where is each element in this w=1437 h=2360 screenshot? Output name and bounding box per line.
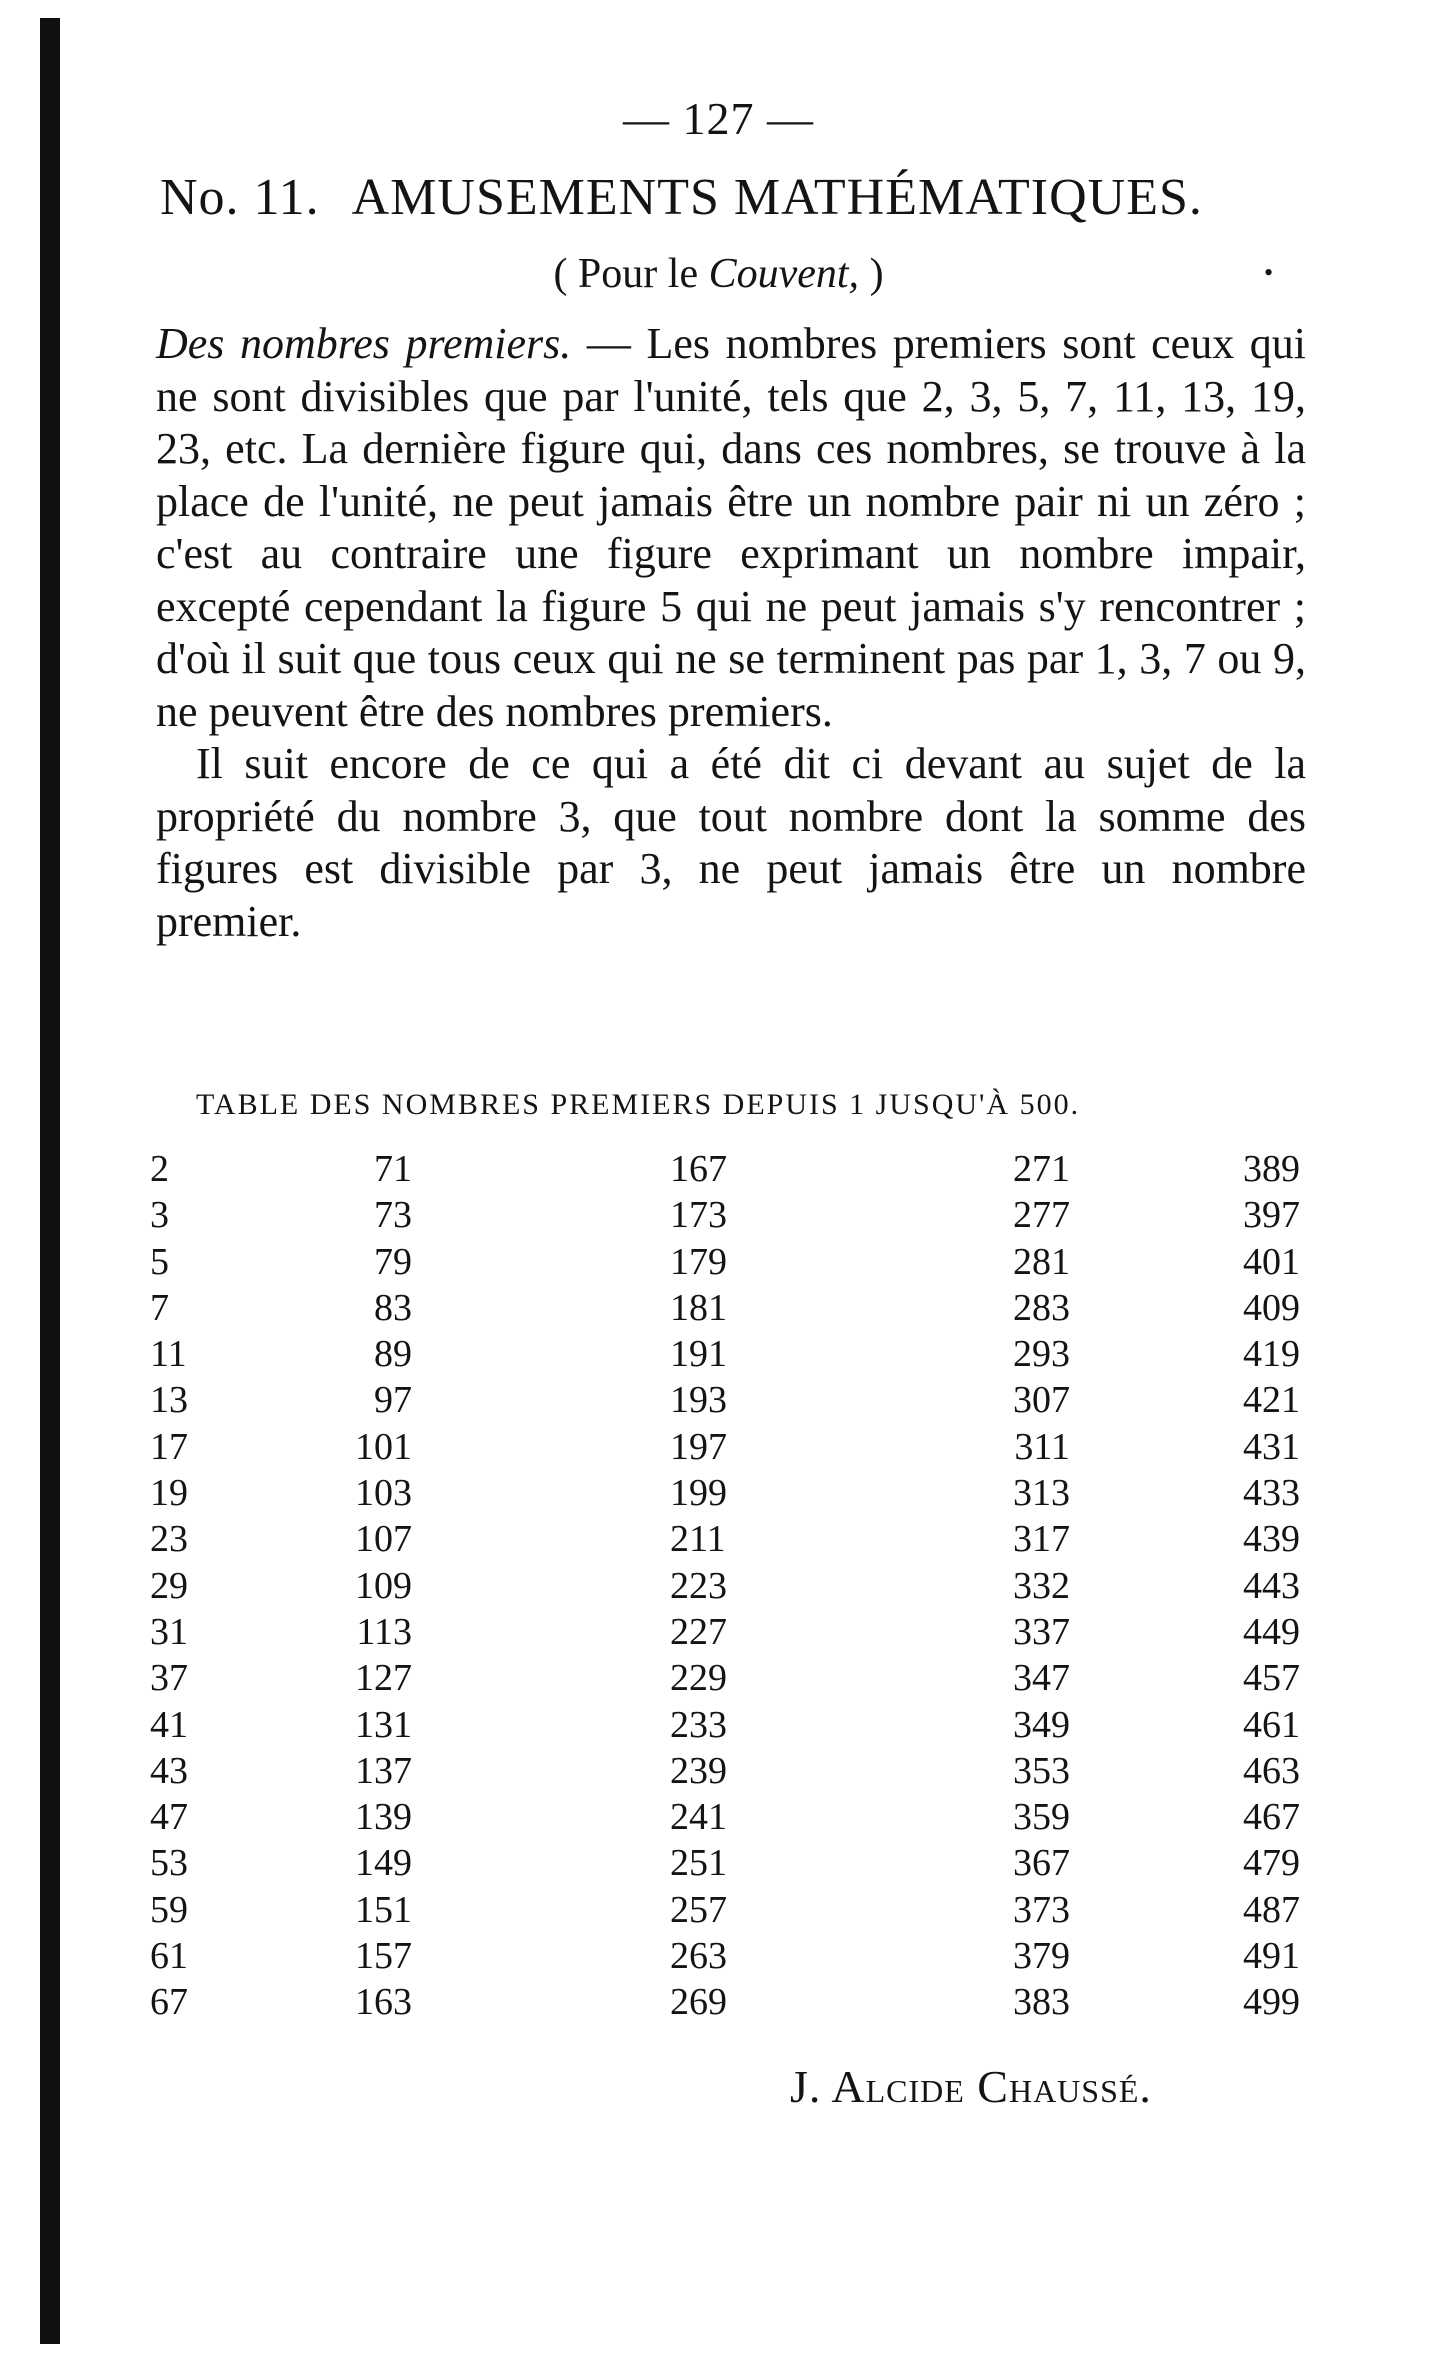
- paragraph-2: Il suit encore de ce qui a été dit ci devant au sujet de la propriété du nombre 3, que tout nombre dont la somme des figures est divisible par 3, ne peut jamais être un nombre premier.: [156, 739, 1306, 946]
- paragraph-1-title: Des nombres premiers.: [156, 319, 572, 368]
- prime-number-cell: 167: [670, 1148, 727, 1190]
- primes-column: [950, 1146, 1070, 2026]
- primes-column: [670, 1146, 790, 2026]
- prime-number-cell: 139: [355, 1796, 412, 1839]
- prime-number-cell: 281: [1013, 1240, 1070, 1283]
- prime-number-cell: 79: [374, 1240, 412, 1283]
- prime-number-cell: 397: [1243, 1194, 1300, 1237]
- prime-number-cell: 359: [1013, 1796, 1070, 1839]
- prime-number-cell: 223: [670, 1564, 727, 1607]
- prime-number-cell: 337: [1013, 1610, 1070, 1653]
- prime-number-cell: 241: [670, 1796, 727, 1839]
- heading-number: No. 11.: [160, 169, 320, 226]
- prime-number-cell: 11: [150, 1333, 187, 1376]
- prime-number-cell: 127: [355, 1657, 412, 1700]
- prime-number-cell: 419: [1243, 1333, 1300, 1376]
- prime-number-cell: 317: [1013, 1518, 1070, 1561]
- prime-number-cell: 373: [1013, 1888, 1070, 1931]
- prime-number-cell: 409: [1243, 1286, 1300, 1329]
- prime-number-cell: 43: [150, 1749, 188, 1792]
- prime-number-cell: 163: [355, 1981, 412, 2024]
- prime-number-cell: 97: [374, 1379, 412, 1422]
- prime-number-cell: 191: [670, 1333, 727, 1376]
- subheading-close: ): [869, 251, 884, 297]
- prime-number-cell: 499: [1243, 1981, 1300, 2024]
- prime-number-cell: 467: [1243, 1796, 1300, 1839]
- prime-number-cell: 181: [670, 1286, 727, 1329]
- prime-number-cell: 443: [1243, 1564, 1300, 1607]
- prime-number-cell: 353: [1013, 1749, 1070, 1792]
- prime-number-cell: 229: [670, 1657, 727, 1700]
- prime-number-cell: 17: [150, 1425, 188, 1468]
- prime-number-cell: 379: [1013, 1935, 1070, 1978]
- prime-number-cell: 433: [1243, 1472, 1300, 1515]
- prime-number-cell: 61: [150, 1935, 188, 1978]
- prime-number-cell: 307: [1013, 1379, 1070, 1422]
- prime-number-cell: 59: [150, 1888, 188, 1931]
- page-binding-edge: [40, 18, 60, 2344]
- prime-number-cell: 367: [1013, 1842, 1070, 1885]
- prime-number-cell: 89: [374, 1333, 412, 1376]
- subheading-italic: Couvent,: [708, 251, 860, 297]
- table-title: TABLE DES NOMBRES PREMIERS DEPUIS 1 JUSQU'À 500.: [196, 1088, 1081, 1121]
- page-number: — 127 —: [623, 93, 814, 144]
- prime-number-cell: 157: [355, 1935, 412, 1978]
- prime-number-cell: 67: [150, 1981, 188, 2024]
- prime-number-cell: 179: [670, 1240, 727, 1283]
- prime-number-cell: 173: [670, 1194, 727, 1237]
- prime-number-cell: 239: [670, 1749, 727, 1792]
- primes-table: [150, 1146, 1300, 2058]
- prime-number-cell: 347: [1013, 1657, 1070, 1700]
- paragraph-1-text: — Les nombres premiers sont ceux qui ne sont divisibles que par l'unité, tels que 2, 3, 5, 7, 11, 13, 19, 23, etc. La dernière figure qui, dans ces nombres, se trouve à la place de l'unité, ne peut jamais être un nombre pair ni un zéro ; c'est au contraire une figure exprimant un nombre impair, excepté cependant la figure 5 qui ne peut jamais s'y rencontrer ; d'où il suit que tous ceux qui ne se terminent pas par 1, 3, 7 ou 9, ne peuvent être des nombres premiers.: [156, 319, 1307, 736]
- prime-number-cell: 113: [356, 1610, 412, 1653]
- prime-number-cell: 332: [1013, 1564, 1070, 1607]
- prime-number-cell: 293: [1013, 1333, 1070, 1376]
- prime-number-cell: 71: [374, 1148, 412, 1190]
- print-speck-mark: •: [1264, 258, 1274, 287]
- subheading-open: ( Pour le: [553, 251, 699, 297]
- prime-number-cell: 449: [1243, 1610, 1300, 1653]
- prime-number-cell: 421: [1243, 1379, 1300, 1422]
- prime-number-cell: 3: [150, 1194, 169, 1237]
- primes-column: [302, 1146, 412, 2026]
- prime-number-cell: 479: [1243, 1842, 1300, 1885]
- prime-number-cell: 197: [670, 1425, 727, 1468]
- prime-number-cell: 37: [150, 1657, 188, 1700]
- prime-number-cell: 283: [1013, 1286, 1070, 1329]
- prime-number-cell: 47: [150, 1796, 188, 1839]
- prime-number-cell: 199: [670, 1472, 727, 1515]
- prime-number-cell: 383: [1013, 1981, 1070, 2024]
- prime-number-cell: 251: [670, 1842, 727, 1885]
- prime-number-cell: 257: [670, 1888, 727, 1931]
- prime-number-cell: 2: [150, 1148, 169, 1190]
- prime-number-cell: 23: [150, 1518, 188, 1561]
- prime-number-cell: 5: [150, 1240, 169, 1283]
- author-signature: J. Alcide Chaussé.: [790, 2061, 1152, 2112]
- prime-number-cell: 211: [670, 1518, 726, 1561]
- prime-number-cell: 7: [150, 1286, 169, 1329]
- prime-number-cell: 461: [1243, 1703, 1300, 1746]
- prime-number-cell: 389: [1243, 1148, 1300, 1190]
- body-text: [156, 318, 1306, 948]
- prime-number-cell: 269: [670, 1981, 727, 2024]
- prime-number-cell: 101: [355, 1425, 412, 1468]
- prime-number-cell: 137: [355, 1749, 412, 1792]
- prime-number-cell: 227: [670, 1610, 727, 1653]
- subheading: [0, 250, 1437, 298]
- prime-number-cell: 463: [1243, 1749, 1300, 1792]
- prime-number-cell: 41: [150, 1703, 188, 1746]
- prime-number-cell: 29: [150, 1564, 188, 1607]
- prime-number-cell: 233: [670, 1703, 727, 1746]
- paragraph-1: [156, 318, 1306, 738]
- prime-number-cell: 193: [670, 1379, 727, 1422]
- prime-number-cell: 401: [1243, 1240, 1300, 1283]
- prime-number-cell: 109: [355, 1564, 412, 1607]
- page-heading: [160, 168, 1310, 227]
- prime-number-cell: 73: [374, 1194, 412, 1237]
- prime-number-cell: 107: [355, 1518, 412, 1561]
- prime-number-cell: 349: [1013, 1703, 1070, 1746]
- prime-number-cell: 439: [1243, 1518, 1300, 1561]
- prime-number-cell: 13: [150, 1379, 188, 1422]
- prime-number-cell: 83: [374, 1286, 412, 1329]
- heading-title: AMUSEMENTS MATHÉMATIQUES.: [351, 169, 1203, 226]
- prime-number-cell: 151: [355, 1888, 412, 1931]
- prime-number-cell: 457: [1243, 1657, 1300, 1700]
- prime-number-cell: 19: [150, 1472, 188, 1515]
- prime-number-cell: 131: [355, 1703, 412, 1746]
- prime-number-cell: 487: [1243, 1888, 1300, 1931]
- prime-number-cell: 431: [1243, 1425, 1300, 1468]
- prime-number-cell: 149: [355, 1842, 412, 1885]
- prime-number-cell: 313: [1013, 1472, 1070, 1515]
- prime-number-cell: 103: [355, 1472, 412, 1515]
- prime-number-cell: 263: [670, 1935, 727, 1978]
- prime-number-cell: 277: [1013, 1194, 1070, 1237]
- prime-number-cell: 271: [1013, 1148, 1070, 1190]
- prime-number-cell: 311: [1014, 1425, 1070, 1468]
- prime-number-cell: 53: [150, 1842, 188, 1885]
- prime-number-cell: 491: [1243, 1935, 1300, 1978]
- primes-column: [1160, 1146, 1300, 2026]
- prime-number-cell: 31: [150, 1610, 188, 1653]
- primes-column: [150, 1146, 270, 2026]
